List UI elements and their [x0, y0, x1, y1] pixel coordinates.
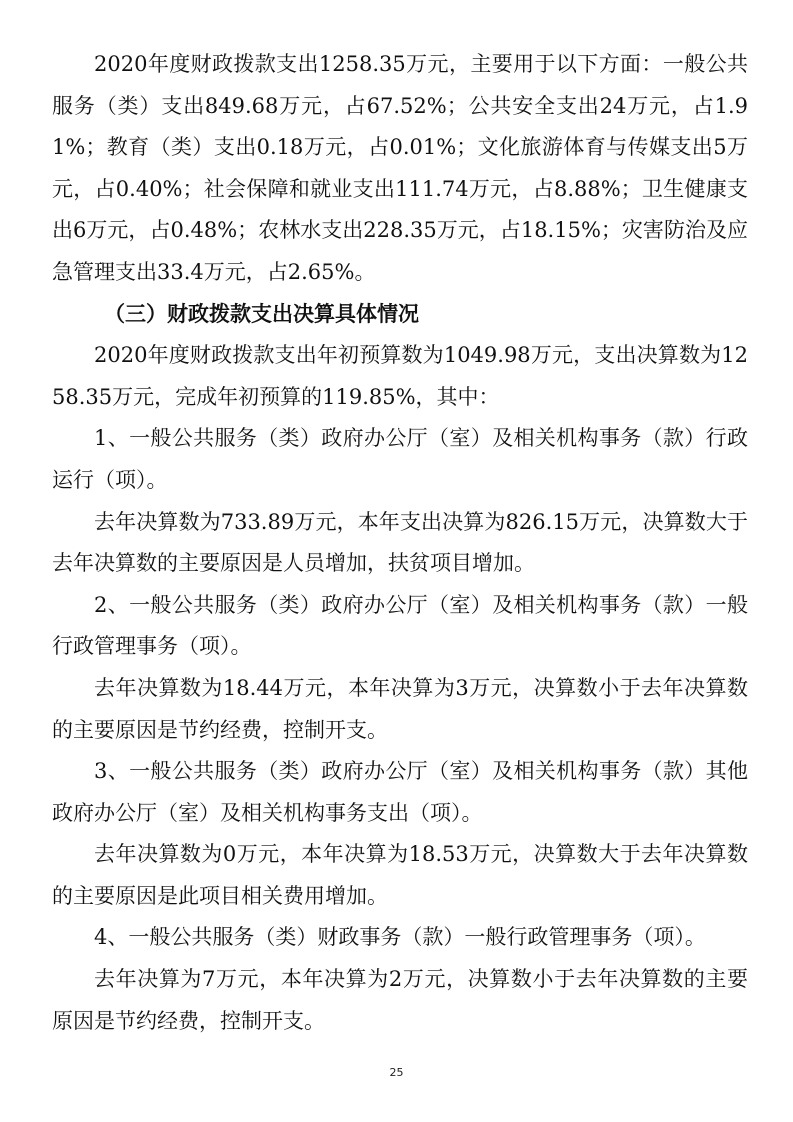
item-1-body: 去年决算数为733.89万元，本年支出决算为826.15万元，决算数大于去年决算数的主要原因是人员增加，扶贫项目增加。 [52, 509, 748, 576]
item-1-title: 1、一般公共服务（类）政府办公厅（室）及相关机构事务（款）行政运行（项）。 [52, 426, 748, 492]
item-2-body: 去年决算数为18.44万元，本年决算为3万元，决算数小于去年决算数的主要原因是节约经费，控制开支。 [52, 675, 748, 742]
item-2-title: 2、一般公共服务（类）政府办公厅（室）及相关机构事务（款）一般行政管理事务（项）。 [52, 592, 748, 659]
item-3-title: 3、一般公共服务（类）政府办公厅（室）及相关机构事务（款）其他政府办公厅（室）及相关机构事务支出（项）。 [52, 759, 748, 825]
item-4-title: 4、一般公共服务（类）财政事务（款）一般行政管理事务（项）。 [94, 925, 706, 950]
page-number: 25 [389, 1066, 404, 1079]
budget-overview-paragraph: 2020年度财政拨款支出年初预算数为1049.98万元，支出决算数为1258.35万元，完成年初预算的119.85%，其中： [52, 343, 748, 409]
document-page [52, 44, 748, 1042]
item-3-body: 去年决算数为0万元，本年决算为18.53万元，决算数大于去年决算数的主要原因是此项目相关费用增加。 [52, 842, 748, 908]
section-heading: （三）财政拨款支出决算具体情况 [104, 301, 419, 326]
expenditure-summary-paragraph: 2020年度财政拨款支出1258.35万元，主要用于以下方面：一般公共服务（类）支出849.68万元，占67.52%；公共安全支出24万元，占1.91%；教育（类）支出0.18万元，占0.01%；文化旅游体育与传媒支出5万元，占0.40%；社会保障和就业支出111.74万元，占8.88%；卫生健康支出6万元，占0.48%；农林水支出228.35万元，占18.15%；灾害防治及应急管理支出33.4万元，占2.65%。 [52, 52, 748, 284]
item-4-body: 去年决算为7万元，本年决算为2万元，决算数小于去年决算数的主要原因是节约经费，控制开支。 [52, 967, 748, 1033]
